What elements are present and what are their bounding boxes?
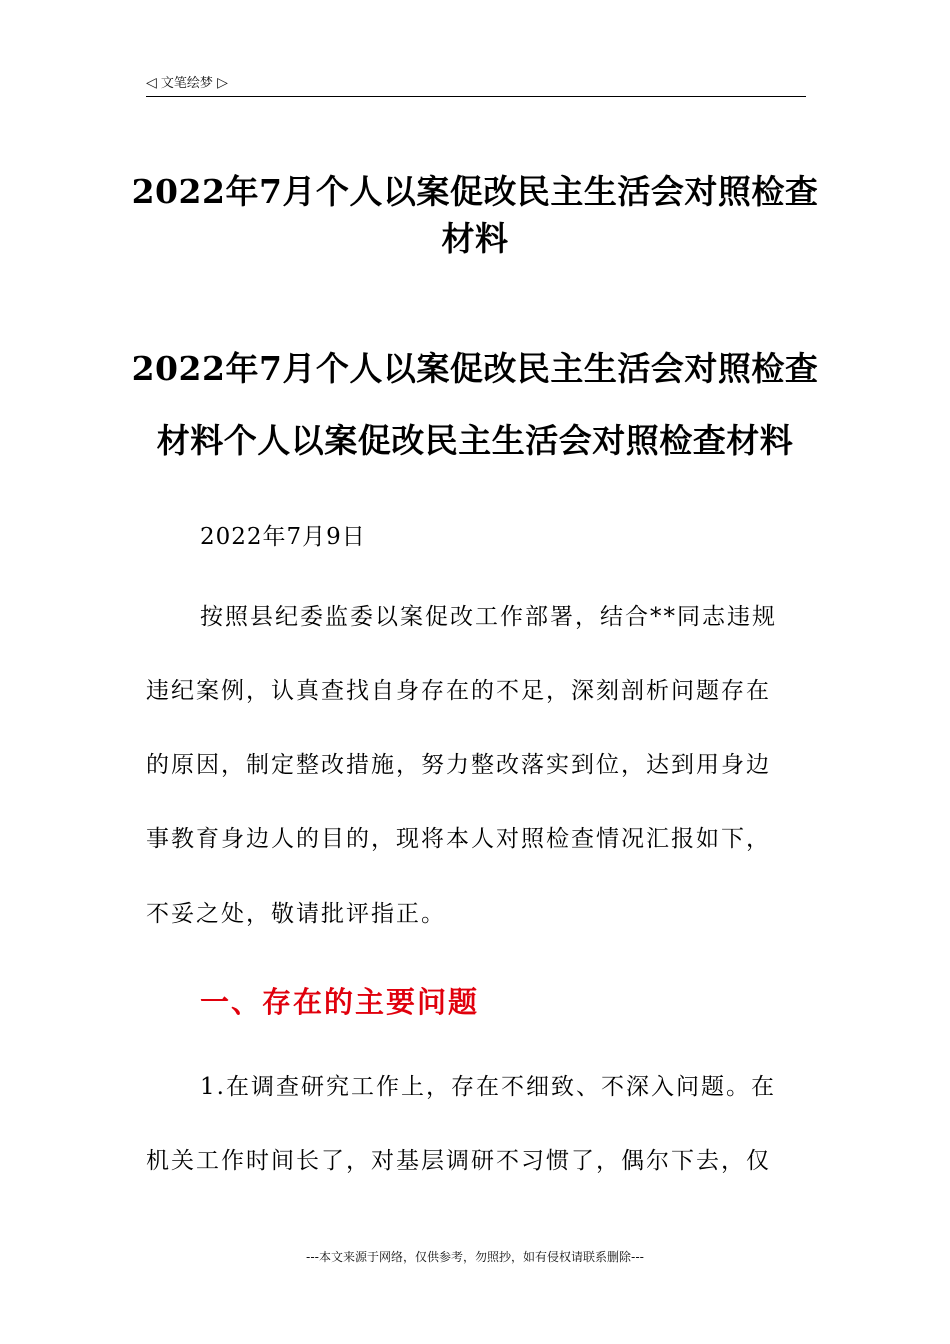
brand-name: 文笔绘梦 xyxy=(160,76,213,91)
body-line: 按照县纪委监委以案促改工作部署，结合**同志违规 xyxy=(200,604,777,630)
body-line: 不妥之处，敬请批评指正。 xyxy=(146,901,446,927)
left-triangle-icon: ◁ xyxy=(146,75,157,91)
section-line: 1.在调查研究工作上，存在不细致、不深入问题。在 xyxy=(200,1074,776,1100)
brand-label xyxy=(146,74,228,93)
body-line: 事教育身边人的目的，现将本人对照检查情况汇报如下， xyxy=(146,826,771,852)
section-heading: 一、存在的主要问题 xyxy=(200,985,480,1019)
document-title-line-1: 2022年7月个人以案促改民主生活会对照检查 xyxy=(131,172,819,211)
body-line: 违纪案例，认真查找自身存在的不足，深刻剖析问题存在 xyxy=(146,678,771,704)
document-subtitle-line-1: 2022年7月个人以案促改民主生活会对照检查 xyxy=(131,349,819,388)
right-triangle-icon: ▷ xyxy=(217,75,228,91)
document-subtitle-line-2: 材料个人以案促改民主生活会对照检查材料 xyxy=(156,421,794,460)
document-title-line-2: 材料 xyxy=(441,219,509,258)
footer-disclaimer: ---本文来源于网络，仅供参考，勿照抄，如有侵权请联系删除--- xyxy=(306,1250,644,1264)
section-line: 机关工作时间长了，对基层调研不习惯了，偶尔下去，仅 xyxy=(146,1148,771,1174)
body-line: 的原因，制定整改措施，努力整改落实到位，达到用身边 xyxy=(146,752,771,778)
page-header xyxy=(146,74,806,98)
document-date: 2022年7月9日 xyxy=(200,524,366,550)
header-divider xyxy=(146,96,806,97)
